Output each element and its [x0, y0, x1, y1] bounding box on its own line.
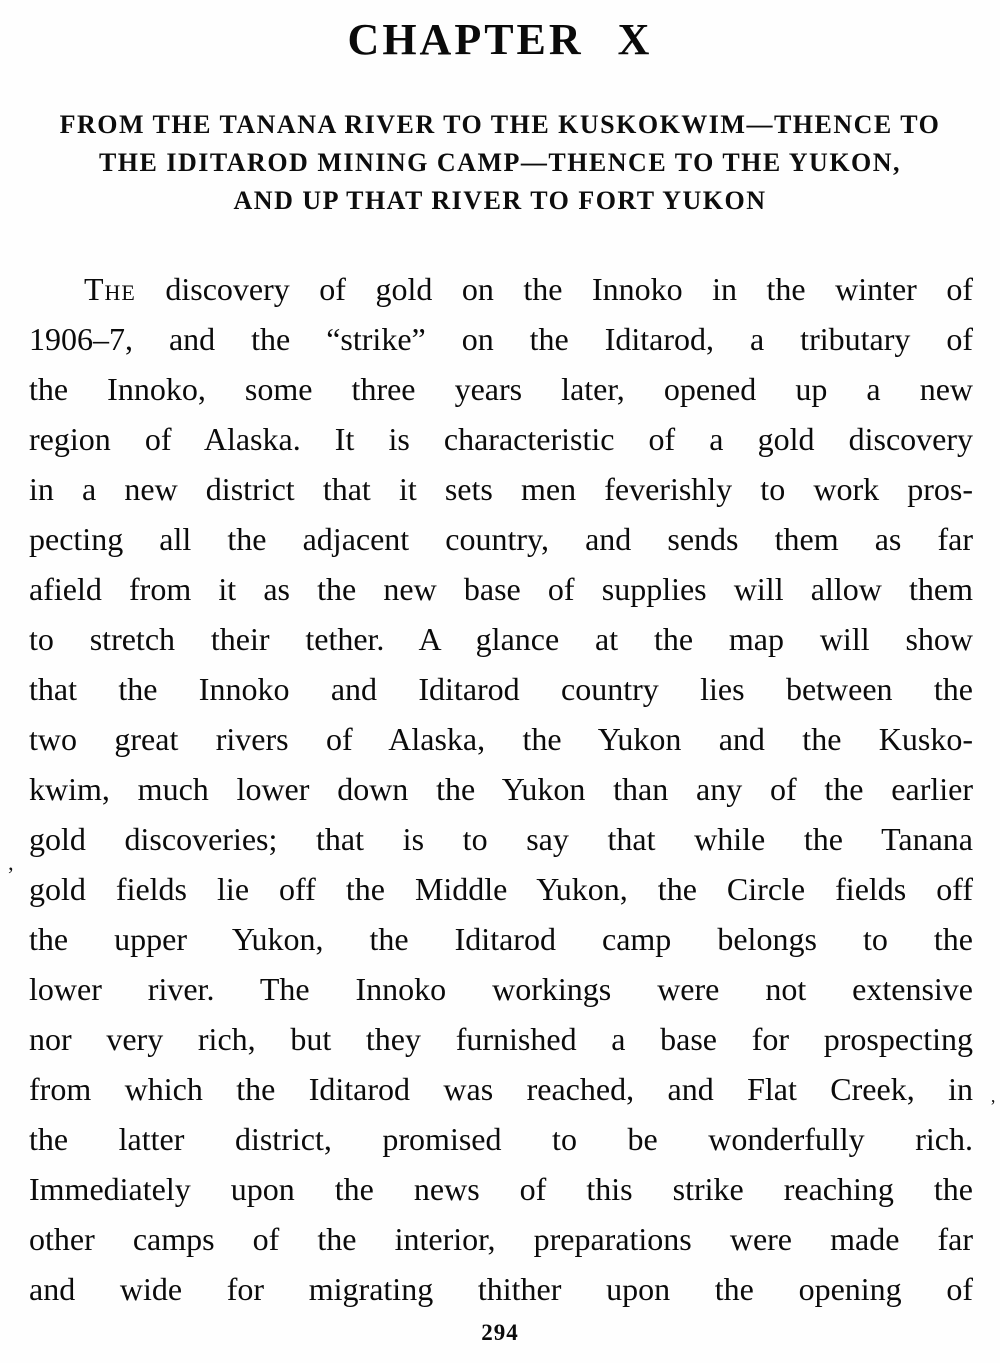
paragraph-line: gold discoveries; that is to say that while the Tanana	[29, 821, 973, 858]
paragraph-line: two great rivers of Alaska, the Yukon and the Kusko-	[29, 721, 973, 758]
paragraph-line: in a new district that it sets men feverishly to work pros-	[29, 471, 973, 508]
scan-artifact-mark: ’	[990, 1096, 996, 1116]
paragraph-line: from which the Iditarod was reached, and Flat Creek, in	[29, 1071, 973, 1108]
paragraph-line: 1906–7, and the “strike” on the Iditarod, a tributary of	[29, 321, 973, 358]
paragraph-line: Immediately upon the news of this strike reaching the	[29, 1171, 973, 1208]
paragraph-line: kwim, much lower down the Yukon than any of the earlier	[29, 771, 973, 808]
paragraph-line	[29, 264, 973, 314]
paragraph-line: region of Alaska. It is characteristic of a gold discovery	[29, 421, 973, 458]
paragraph-line: and wide for migrating thither upon the opening of	[29, 1271, 973, 1308]
paragraph-line-text: discovery of gold on the Innoko in the winter of	[135, 271, 973, 308]
chapter-subtitle	[0, 106, 1000, 220]
subtitle-line: FROM THE TANANA RIVER TO THE KUSKOKWIM—THENCE TO	[59, 110, 941, 140]
paragraph-line: pecting all the adjacent country, and sends them as far	[29, 521, 973, 558]
paragraph-lead-word: The	[84, 271, 136, 308]
paragraph-line: to stretch their tether. A glance at the map will show	[29, 621, 973, 658]
paragraph-line: gold fields lie off the Middle Yukon, the Circle fields off	[29, 871, 973, 908]
page-number: 294	[481, 1320, 519, 1346]
paragraph-line: the latter district, promised to be wonderfully rich.	[29, 1121, 973, 1158]
body-paragraph	[29, 264, 973, 1314]
paragraph-line: the Innoko, some three years later, opened up a new	[29, 371, 973, 408]
paragraph-line: nor very rich, but they furnished a base for prospecting	[29, 1021, 973, 1058]
chapter-title: CHAPTER X	[347, 15, 653, 64]
subtitle-line: AND UP THAT RIVER TO FORT YUKON	[233, 186, 767, 216]
paragraph-line: that the Innoko and Iditarod country lies between the	[29, 671, 973, 708]
scan-artifact-mark: ’	[7, 862, 15, 887]
paragraph-line: afield from it as the new base of supplies will allow them	[29, 571, 973, 608]
subtitle-line: THE IDITAROD MINING CAMP—THENCE TO THE YUKON,	[98, 148, 902, 178]
paragraph-line: other camps of the interior, preparations were made far	[29, 1221, 973, 1258]
paragraph-line: lower river. The Innoko workings were not extensive	[29, 971, 973, 1008]
paragraph-line: the upper Yukon, the Iditarod camp belongs to the	[29, 921, 973, 958]
